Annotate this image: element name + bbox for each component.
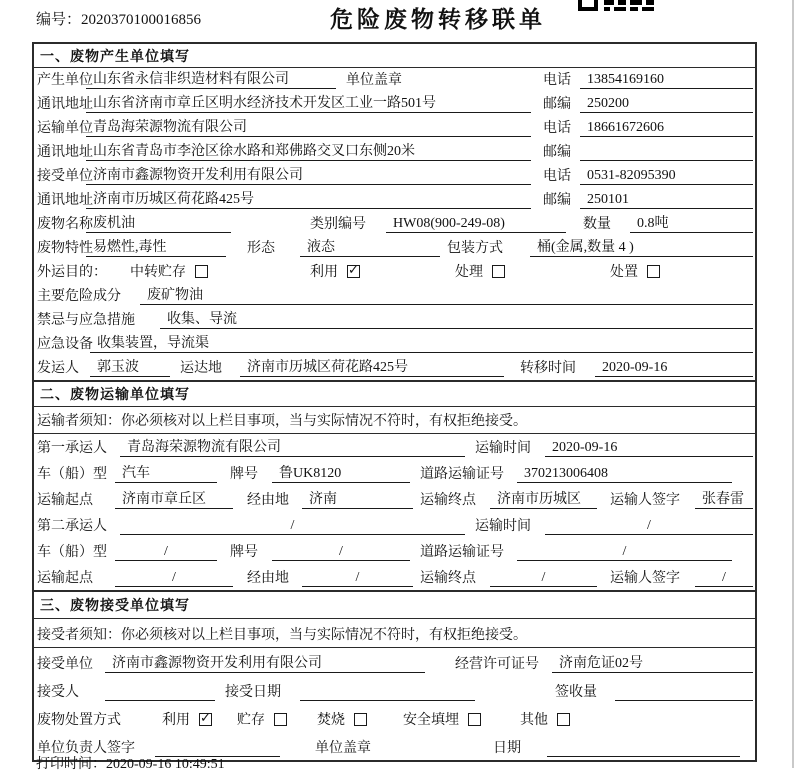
checkbox-label: 其他 [520,713,548,728]
checkbox-label: 贮存 [237,713,265,728]
form-label: 通讯地址 [37,193,93,208]
form-label: 经由地 [247,571,289,586]
plate2-field: / [272,543,410,561]
unchecked-box-icon [468,713,481,726]
section-receiver [34,590,755,760]
manifest-table [32,42,757,762]
disposal-other-checkbox [520,712,570,729]
form-row [34,284,755,308]
form-label: 禁忌与应急措施 [37,313,135,328]
form-label: 转移时间 [520,361,576,376]
form-label: 运输终点 [420,571,476,586]
form-label: 应急设备 [37,337,93,352]
form-row [34,260,755,284]
form-label: 电话 [543,169,571,184]
unchecked-box-icon [647,265,660,278]
form-label: 主要危险成分 [37,289,121,304]
checkbox-label: 中转贮存 [130,265,186,280]
form-row [34,68,755,92]
waste-code-field: HW08(900-249-08) [386,215,566,233]
form-row [34,308,755,332]
form-label: 运输起点 [37,571,93,586]
checkbox-label: 利用 [162,713,190,728]
transport-date1-field: 2020-09-16 [545,439,753,457]
accept-unit-field: 济南市鑫源物资开发利用有限公司 [105,655,425,673]
producer-unit-field: 山东省永信非织造材料有限公司 [86,71,336,89]
origin2-field: / [115,569,233,587]
main-hazard-field: 废矿物油 [140,287,753,305]
form-label: 通讯地址 [37,97,93,112]
vehicle-type1-field: 汽车 [115,465,217,483]
receiver-zip-field: 250101 [580,191,753,209]
form-row [34,434,755,460]
unchecked-box-icon [354,713,367,726]
receiver-unit-field: 济南市鑫源物资开发利用有限公司 [86,167,531,185]
form-row [34,140,755,164]
producer-address-field: 山东省济南市章丘区明水经济技术开发区工业一路501号 [86,95,531,113]
print-time-label: 打印时间： [36,757,106,772]
form-row [34,676,755,704]
waste-name-field: 废机油 [86,215,231,233]
waste-form-field: 液态 [300,239,440,257]
carrier-sign2-field: / [695,569,753,587]
form-label: 牌号 [230,467,258,482]
receiver-phone-field: 0531-82095390 [580,167,753,185]
form-label: 运输时间 [475,441,531,456]
unchecked-box-icon [557,713,570,726]
form-label: 类别编号 [310,217,366,232]
vehicle-type2-field: / [115,543,217,561]
sign-date-field [547,739,740,757]
form-label: 经营许可证号 [455,657,539,672]
form-label: 车（船）型 [37,545,107,560]
license-no-field: 济南危证02号 [552,655,753,673]
disposal-storage-checkbox [237,712,287,729]
form-row [34,332,755,356]
disposal-incinerate-checkbox [317,712,367,729]
form-row [34,619,755,648]
origin1-field: 济南市章丘区 [115,491,233,509]
unchecked-box-icon [195,265,208,278]
consignor-field: 郭玉波 [90,359,170,377]
waste-packaging-field: 桶(金属,数量 4 ) [530,239,753,257]
checkbox-label: 处置 [610,265,638,280]
print-time-value: 2020-09-16 10:49:51 [106,757,225,772]
checkbox-label: 处理 [455,265,483,280]
serial-label: 编号： [36,12,82,28]
form-label: 接受单位 [37,169,93,184]
form-label: 电话 [543,121,571,136]
form-row [34,212,755,236]
form-label: 经由地 [247,493,289,508]
serial-number [36,8,201,29]
form-label: 接受日期 [225,685,281,700]
form-row [34,236,755,260]
form-label: 道路运输证号 [420,545,504,560]
form-label: 单位负责人签字 [37,741,135,756]
form-label: 数量 [583,217,611,232]
accept-person-field [105,683,215,701]
form-row [34,460,755,486]
unchecked-box-icon [492,265,505,278]
form-row [34,564,755,590]
form-label: 运输人签字 [610,493,680,508]
purpose-transit-storage-checkbox [130,264,208,281]
form-label: 运输起点 [37,493,93,508]
form-row [34,116,755,140]
transporter-zip-field [580,143,753,161]
section-transporter [34,380,755,590]
form-label: 废物名称 [37,217,93,232]
form-row [34,512,755,538]
form-row [34,704,755,732]
transporter-address-field: 山东省青岛市李沧区徐水路和郑佛路交叉口东侧20米 [86,143,531,161]
checked-box-icon [347,265,360,278]
form-label: 废物处置方式 [37,713,121,728]
form-row [34,188,755,212]
form-label: 接受人 [37,685,79,700]
form-label: 废物特性 [37,241,93,256]
purpose-disposal-checkbox [610,264,660,281]
section-title: 二、废物运输单位填写 [34,382,755,407]
transporter-phone-field: 18661672606 [580,119,753,137]
form-label: 签收量 [555,685,597,700]
form-row [34,486,755,512]
form-label: 邮编 [543,97,571,112]
unit-seal-label: 单位盖章 [346,73,402,88]
form-row [34,92,755,116]
accept-quantity-field [615,683,753,701]
accept-date-field [300,683,475,701]
purpose-use-checkbox [310,264,360,281]
unchecked-box-icon [274,713,287,726]
terminal2-field: / [490,569,597,587]
road-permit2-field: / [517,543,732,561]
page-title: 危险废物转移联单 [330,7,546,33]
form-label: 邮编 [543,193,571,208]
form-label: 外运目的： [37,265,107,280]
emergency-measures-field: 收集、导流 [160,311,753,329]
checked-box-icon [199,713,212,726]
destination-field: 济南市历城区荷花路425号 [240,359,504,377]
via1-field: 济南 [302,491,413,509]
form-label: 车（船）型 [37,467,107,482]
road-permit1-field: 370213006408 [517,465,732,483]
form-label: 运输终点 [420,493,476,508]
form-label: 运输人签字 [610,571,680,586]
carrier-sign1-field: 张春雷 [695,491,753,509]
page-edge-line [792,0,794,768]
form-label: 邮编 [543,145,571,160]
form-label: 道路运输证号 [420,467,504,482]
form-row [34,648,755,676]
form-label: 包装方式 [447,241,503,256]
serial-value: 2020370100016856 [81,12,202,28]
form-label: 产生单位 [37,73,93,88]
via2-field: / [302,569,413,587]
form-label: 发运人 [37,361,79,376]
terminal1-field: 济南市历城区 [490,491,597,509]
form-label: 形态 [247,241,275,256]
plate1-field: 鲁UK8120 [272,465,410,483]
producer-zip-field: 250200 [580,95,753,113]
form-row [34,407,755,434]
carrier1-field: 青岛海荣源物流有限公司 [120,439,465,457]
print-time [36,753,225,773]
section-producer [34,44,755,380]
qr-code-fragment [578,0,654,11]
form-label: 运输单位 [37,121,93,136]
disposal-use-checkbox [162,712,212,729]
form-label: 运达地 [180,361,222,376]
disposal-landfill-checkbox [403,712,481,729]
form-label: 第二承运人 [37,519,107,534]
producer-phone-field: 13854169160 [580,71,753,89]
form-row [34,356,755,380]
receiver-address-field: 济南市历城区荷花路425号 [86,191,531,209]
form-label: 通讯地址 [37,145,93,160]
purpose-treatment-checkbox [455,264,505,281]
form-row [34,538,755,564]
waste-property-field: 易燃性,毒性 [86,239,226,257]
form-label: 日期 [493,741,521,756]
carrier2-field: / [120,517,465,535]
waste-quantity-field: 0.8吨 [630,215,753,233]
checkbox-label: 利用 [310,265,338,280]
form-label: 接受单位 [37,657,93,672]
checkbox-label: 安全填埋 [403,713,459,728]
checkbox-label: 焚烧 [317,713,345,728]
form-label: 牌号 [230,545,258,560]
form-label: 第一承运人 [37,441,107,456]
form-label: 电话 [543,73,571,88]
transporter-notice: 运输者须知：你必须核对以上栏目事项，当与实际情况不符时，有权拒绝接受。 [37,414,527,429]
transporter-unit-field: 青岛海荣源物流有限公司 [86,119,531,137]
unit-seal-label-2: 单位盖章 [315,741,371,756]
receiver-notice: 接受者须知：你必须核对以上栏目事项，当与实际情况不符时，有权拒绝接受。 [37,628,527,643]
section-title: 一、废物产生单位填写 [34,44,755,68]
section-title: 三、废物接受单位填写 [34,592,755,619]
emergency-equipment-field: 收集装置，导流渠 [90,335,753,353]
form-row [34,164,755,188]
form-label: 运输时间 [475,519,531,534]
transfer-date-field: 2020-09-16 [595,359,753,377]
transport-date2-field: / [545,517,753,535]
